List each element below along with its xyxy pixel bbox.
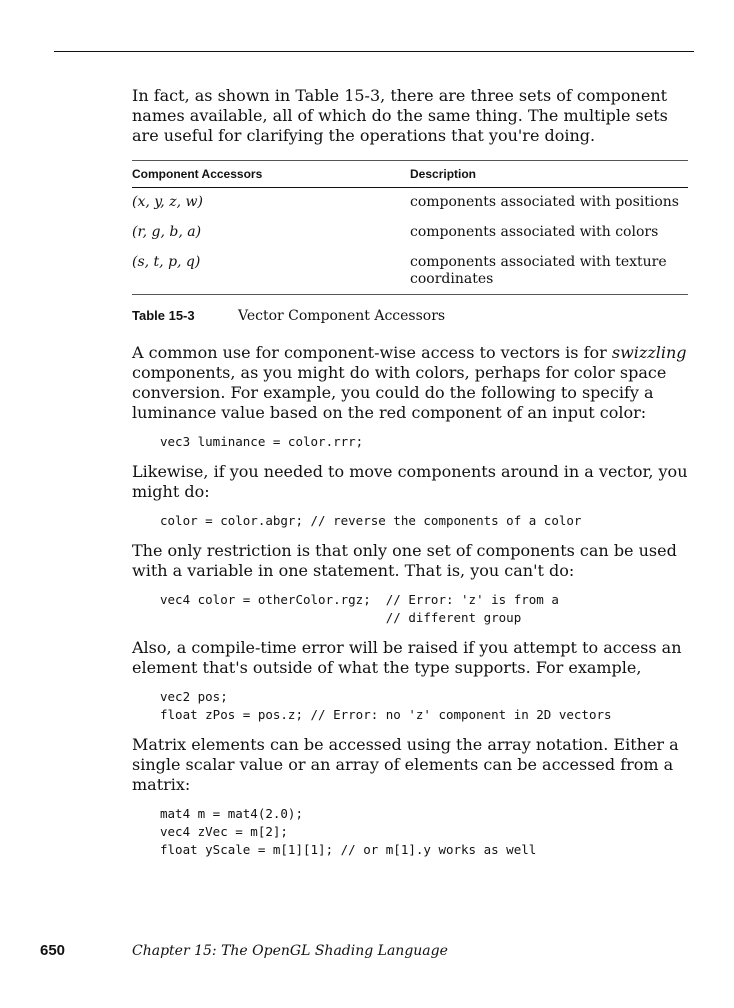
page-number: 650	[40, 942, 66, 959]
table-caption	[132, 307, 692, 325]
code-reverse-components: color = color.abgr; // reverse the components of a color	[160, 513, 582, 528]
page-footer	[40, 941, 700, 961]
code-matrix-access: mat4 m = mat4(2.0); vec4 zVec = m[2]; float yScale = m[1][1]; // or m[1].y works as well	[160, 806, 537, 857]
compile-error-paragraph: Also, a compile-time error will be raised if you attempt to access an element that's outside of what the type supports. For example,	[132, 638, 682, 677]
table-caption-label: Table 15-3	[132, 308, 195, 323]
accessor-cell: (x, y, z, w)	[132, 194, 203, 210]
code-rgz-error: vec4 color = otherColor.rgz; // Error: 'z' is from a // different group	[160, 592, 559, 625]
accessor-cell: (r, g, b, a)	[132, 224, 202, 240]
swizzle-text-after: components, as you might do with colors, perhaps for color space conversion. For example, you could do the following to specify a luminance value based on the red component of an input color:	[132, 363, 667, 422]
component-accessors-table	[132, 160, 688, 295]
likewise-paragraph: Likewise, if you needed to move components around in a vector, you might do:	[132, 462, 688, 501]
table-row	[132, 248, 688, 295]
swizzle-paragraph	[132, 343, 692, 423]
code-zpos-error: vec2 pos; float zPos = pos.z; // Error: no 'z' component in 2D vectors	[160, 689, 612, 722]
table-row	[132, 218, 688, 248]
table-header-description: Description	[410, 161, 688, 188]
code-luminance: vec3 luminance = color.rrr;	[160, 434, 364, 449]
restriction-paragraph: The only restriction is that only one set of components can be used with a variable in one statement. That is, you can't do:	[132, 541, 677, 580]
page-content	[132, 86, 692, 870]
table-caption-text: Vector Component Accessors	[238, 308, 446, 324]
table-header-row	[132, 161, 688, 188]
swizzling-term: swizzling	[611, 343, 687, 362]
header-rule	[54, 51, 694, 52]
table-row	[132, 188, 688, 219]
description-cell: components associated with positions	[410, 194, 679, 210]
description-cell: components associated with colors	[410, 224, 659, 240]
description-cell: components associated with texture coordinates	[410, 254, 667, 287]
intro-paragraph: In fact, as shown in Table 15-3, there are three sets of component names available, all of which do the same thing. The multiple sets are useful for clarifying the operations that you're doing.	[132, 86, 668, 145]
chapter-title: Chapter 15: The OpenGL Shading Language	[132, 943, 448, 959]
table-header-accessors: Component Accessors	[132, 161, 410, 188]
accessor-cell: (s, t, p, q)	[132, 254, 201, 270]
swizzle-text-before: A common use for component-wise access to vectors is for	[132, 343, 612, 362]
matrix-paragraph: Matrix elements can be accessed using the array notation. Either a single scalar value or an array of elements can be accessed from a matrix:	[132, 735, 679, 794]
